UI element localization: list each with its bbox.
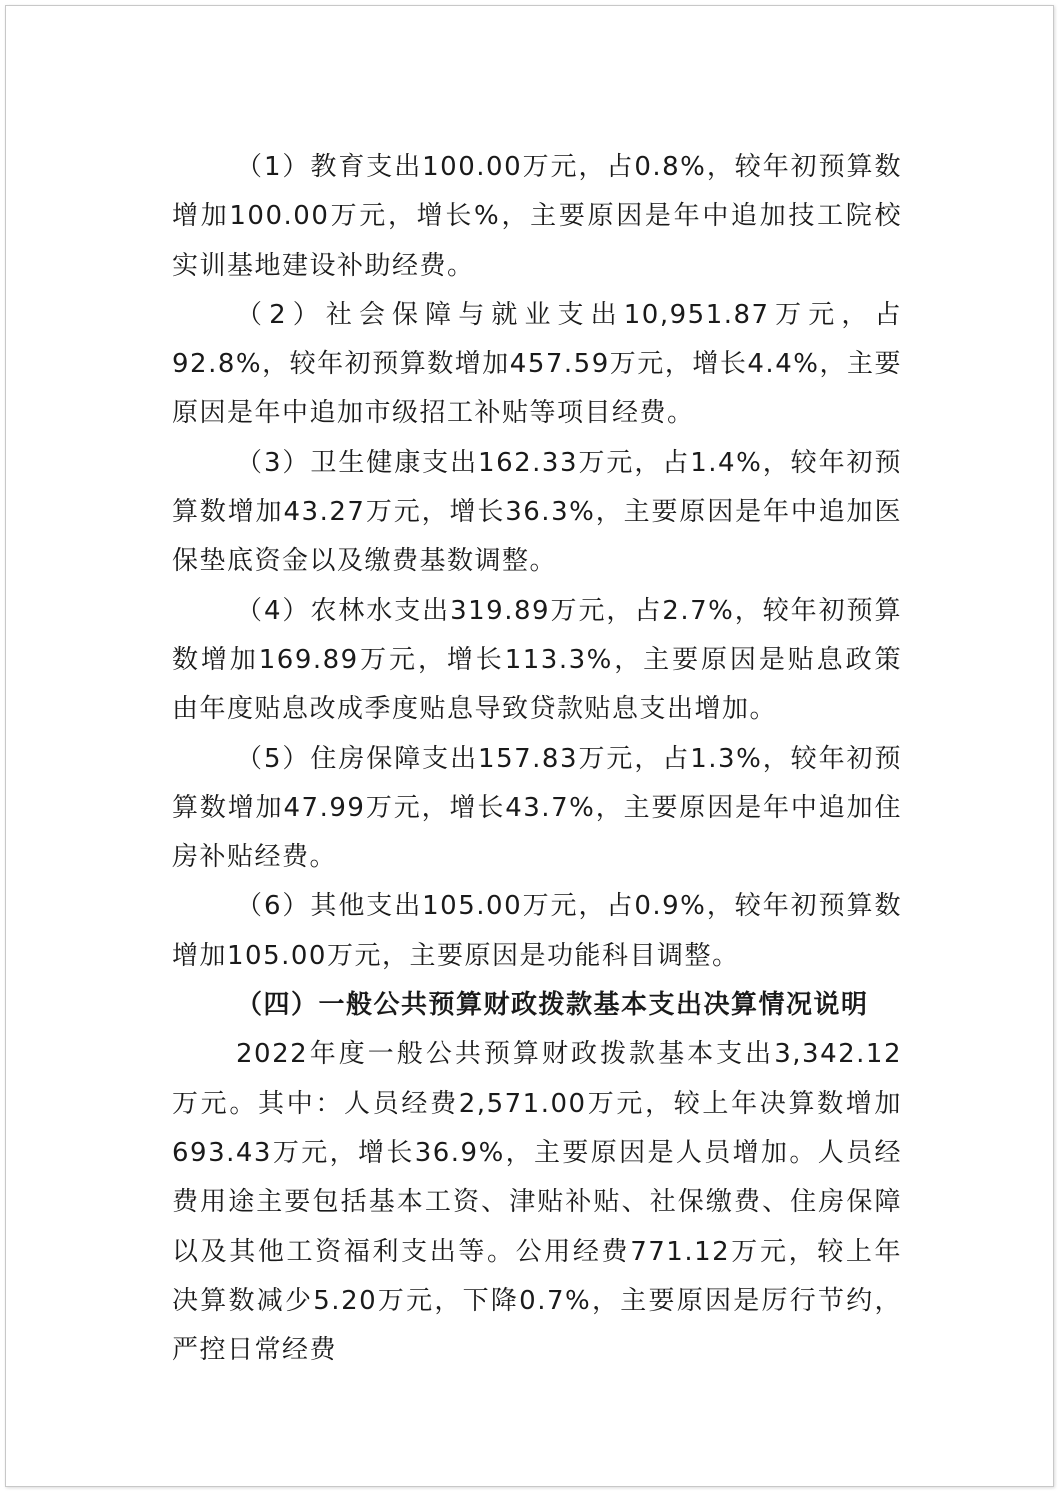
- paragraph-education-expense: （1）教育支出100.00万元，占0.8%，较年初预算数增加100.00万元，增长%，主要原因是年中追加技工院校实训基地建设补助经费。: [172, 152, 902, 281]
- paragraph-agriculture-expense: （4）农林水支出319.89万元，占2.7%，较年初预算数增加169.89万元，增长113.3%，主要原因是贴息政策由年度贴息改成季度贴息导致贷款贴息支出增加。: [172, 595, 902, 725]
- paragraph-other-expense: （6）其他支出105.00万元，占0.9%，较年初预算数增加105.00万元，主要原因是功能科目调整。: [172, 891, 902, 971]
- paragraph-health-expense: （3）卫生健康支出162.33万元，占1.4%，较年初预算数增加43.27万元，增长36.3%，主要原因是年中追加医保垫底资金以及缴费基数调整。: [172, 447, 902, 577]
- section-heading: （四）一般公共预算财政拨款基本支出决算情况说明: [236, 990, 869, 1021]
- document-body: [172, 143, 902, 1375]
- paragraph-housing-expense: （5）住房保障支出157.83万元，占1.3%，较年初预算数增加47.99万元，增长43.7%，主要原因是年中追加住房补贴经费。: [172, 743, 902, 873]
- document-page: [5, 5, 1054, 1487]
- paragraph-social-security-expense: （2）社会保障与就业支出10,951.87万元，占92.8%，较年初预算数增加457.59万元，增长4.4%，主要原因是年中追加市级招工补贴等项目经费。: [172, 299, 902, 429]
- paragraph-basic-expense: 2022年度一般公共预算财政拨款基本支出3,342.12万元。其中：人员经费2,571.00万元，较上年决算数增加693.43万元，增长36.9%，主要原因是人员增加。人员经费用途主要包括基本工资、津贴补贴、社保缴费、住房保障以及其他工资福利支出等。公用经费771.12万元，较上年决算数减少5.20万元，下降0.7%，主要原因是厉行节约，严控日常经费: [172, 1039, 902, 1366]
